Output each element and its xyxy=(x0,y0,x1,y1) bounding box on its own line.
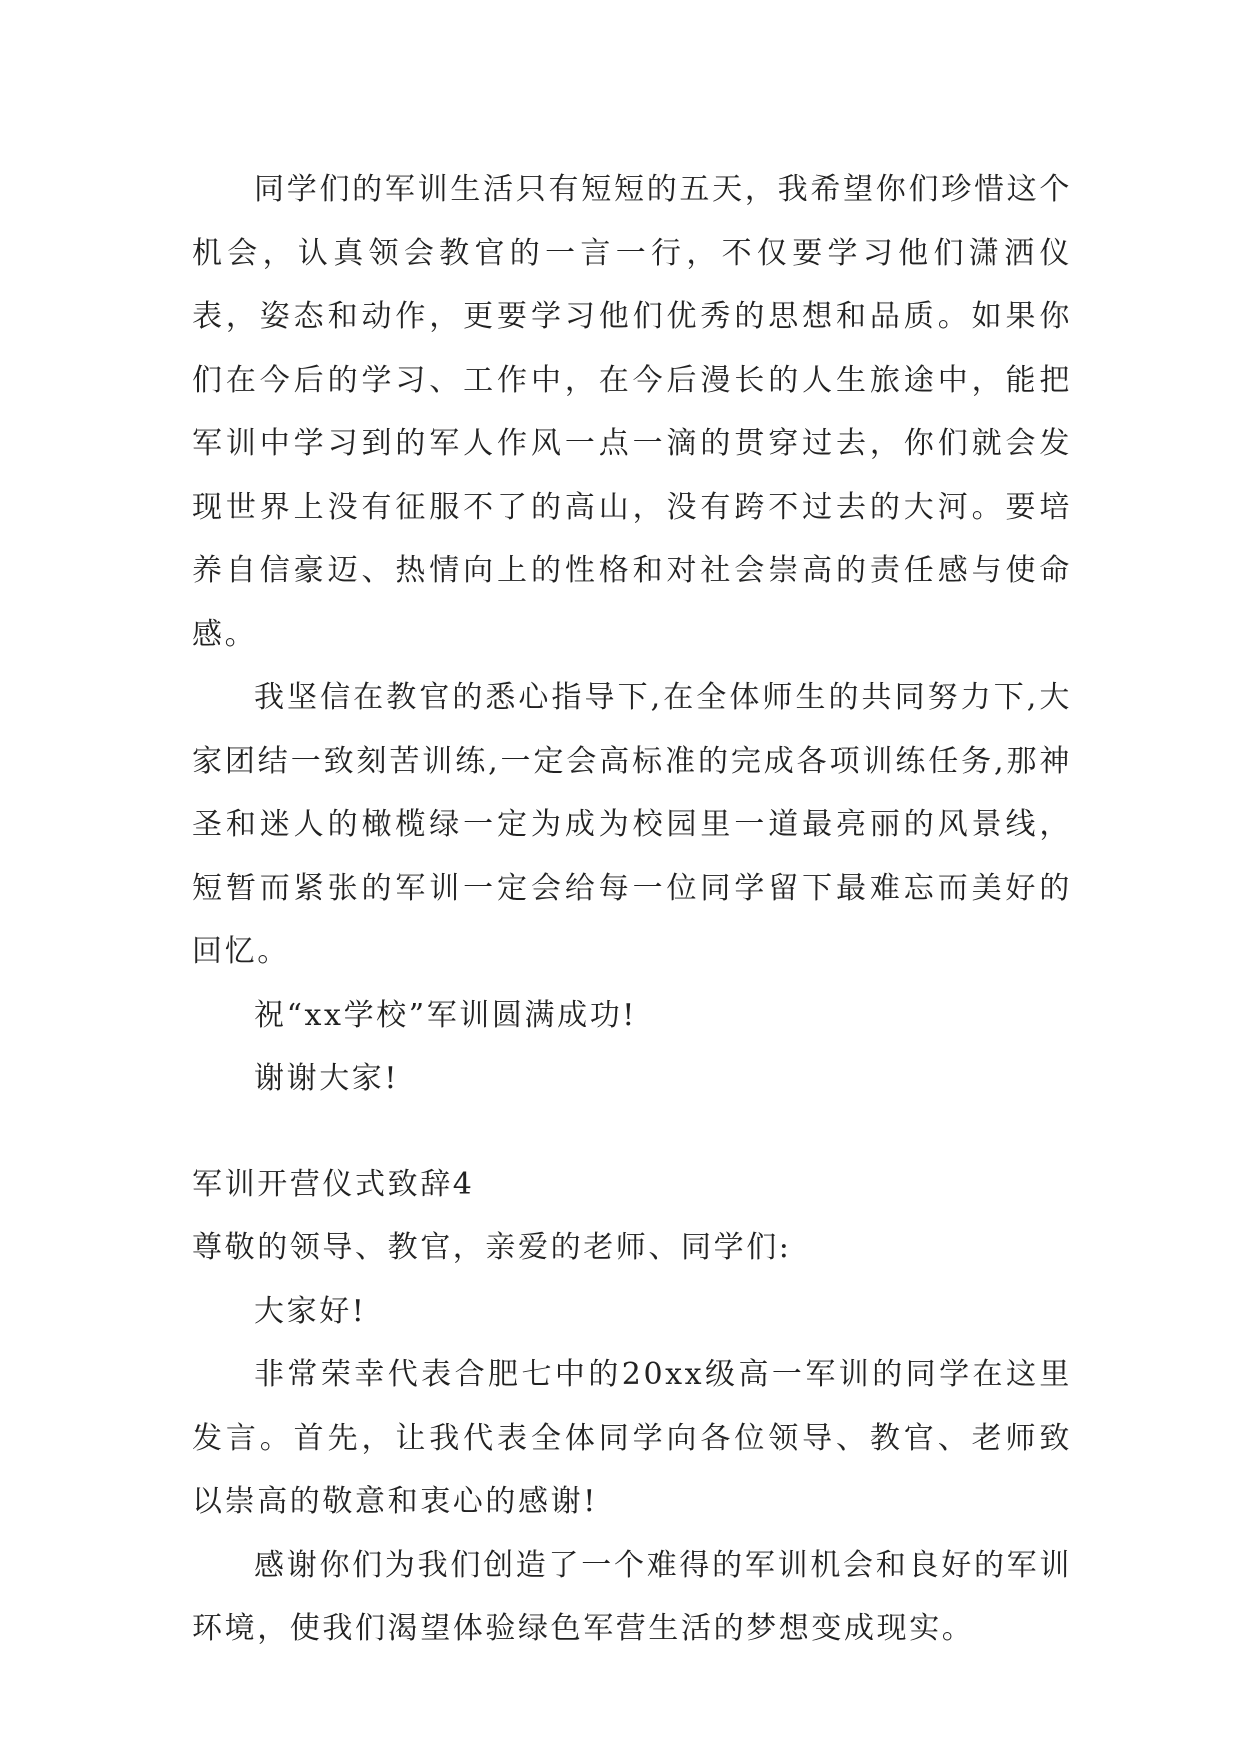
paragraph-blessing: 祝“xx学校”军训圆满成功! xyxy=(254,997,637,1033)
paragraph-introduction: 非常荣幸代表合肥七中的20xx级高一军训的同学在这里发言。首先，让我代表全体同学向各位领导、教官、老师致以崇高的敬意和衷心的感谢! xyxy=(192,1357,1072,1519)
paragraph-greeting: 大家好! xyxy=(254,1293,367,1329)
paragraph-confidence: 我坚信在教官的悉心指导下,在全体师生的共同努力下,大家团结一致刻苦训练,一定会高标准的完成各项训练任务,那神圣和迷人的橄榄绿一定为成为校园里一道最亮丽的风景线，短暂而紧张的军训一定会给每一位同学留下最难忘而美好的回忆。 xyxy=(192,680,1072,969)
document-body xyxy=(192,158,1072,1661)
paragraph-thanks: 谢谢大家! xyxy=(254,1061,400,1096)
salutation: 尊敬的领导、教官，亲爱的老师、同学们: xyxy=(192,1230,792,1265)
section-title: 军训开营仪式致辞4 xyxy=(192,1166,475,1202)
section-spacer xyxy=(192,1111,1072,1153)
paragraph-gratitude: 感谢你们为我们创造了一个难得的军训机会和良好的军训环境，使我们渴望体验绿色军营生活的梦想变成现实。 xyxy=(192,1547,1072,1646)
paragraph-training-wishes: 同学们的军训生活只有短短的五天，我希望你们珍惜这个机会，认真领会教官的一言一行，不仅要学习他们潇洒仪表，姿态和动作，更要学习他们优秀的思想和品质。如果你们在今后的学习、工作中，在今后漫长的人生旅途中，能把军训中学习到的军人作风一点一滴的贯穿过去，你们就会发现世界上没有征服不了的高山，没有跨不过去的大河。要培养自信豪迈、热情向上的性格和对社会崇高的责任感与使命感。 xyxy=(192,172,1072,652)
